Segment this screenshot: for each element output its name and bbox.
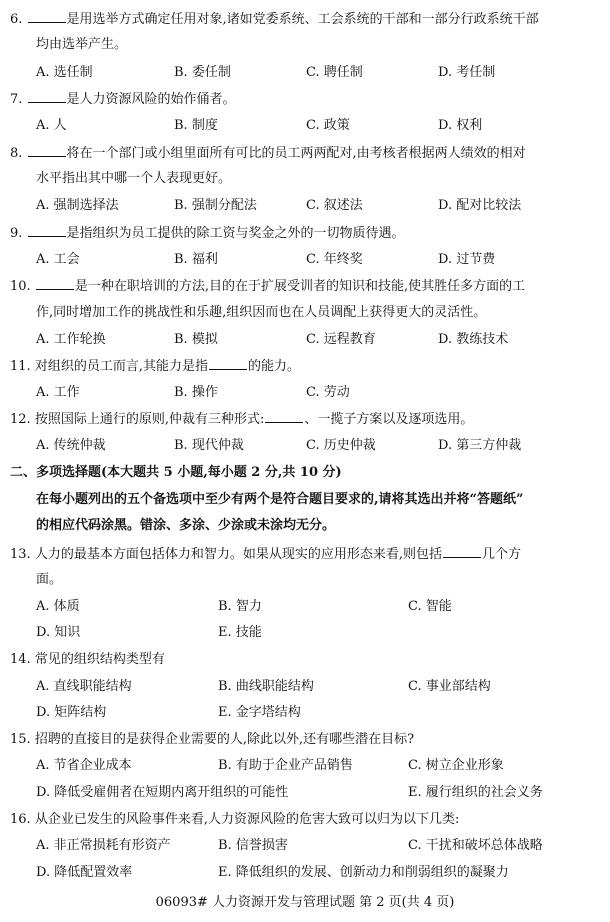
- option-a: A. 传统仲裁: [36, 438, 106, 453]
- option-d: D. 过节费: [438, 252, 496, 267]
- question-text: 从企业已发生的风险事件来看,人力资源风险的危害大致可以归为以下几类:: [34, 812, 460, 827]
- question-number: 11.: [10, 359, 31, 374]
- option-c: C. 远程教育: [306, 332, 376, 347]
- answer-blank: [28, 10, 66, 23]
- section-heading: 二、多项选择题(本大题共 5 小题,每小题 2 分,共 10 分): [10, 465, 342, 480]
- question-7: [10, 90, 236, 109]
- question-text-continued: 面。: [36, 572, 63, 587]
- option-b: B. 委任制: [174, 65, 231, 80]
- option-b: B. 信誉损害: [218, 838, 288, 853]
- option-e: E. 履行组织的社会义务: [408, 785, 543, 800]
- question-16: [10, 811, 459, 829]
- option-d: D. 考任制: [438, 65, 496, 80]
- question-text: 常见的组织结构类型有: [34, 652, 165, 667]
- question-number: 6.: [10, 12, 23, 27]
- question-15: [10, 731, 414, 749]
- option-c: C. 劳动: [306, 385, 350, 400]
- option-a: A. 人: [36, 118, 67, 133]
- option-c: C. 聘任制: [306, 65, 363, 80]
- option-d: D. 知识: [36, 625, 81, 640]
- option-c: C. 智能: [408, 599, 452, 614]
- option-a: A. 直线职能结构: [36, 679, 132, 694]
- question-11: [10, 357, 300, 376]
- option-b: B. 强制分配法: [174, 198, 257, 213]
- answer-blank: [28, 224, 66, 237]
- option-e: E. 技能: [218, 625, 262, 640]
- option-b: B. 模拟: [174, 332, 218, 347]
- question-number: 9.: [10, 226, 23, 241]
- question-number: 7.: [10, 92, 23, 107]
- question-text: 招聘的直接目的是获得企业需要的人,除此以外,还有哪些潜在目标?: [34, 732, 415, 747]
- option-a: A. 工作轮换: [36, 332, 106, 347]
- option-b: B. 智力: [218, 599, 262, 614]
- question-text: 是人力资源风险的始作俑者。: [66, 92, 236, 107]
- section-instruction: 在每小题列出的五个备选项中至少有两个是符合题目要求的,请将其选出并将“答题纸”: [36, 492, 524, 507]
- page-footer: 06093# 人力资源开发与管理试题 第 2 页(共 4 页): [155, 895, 455, 910]
- option-d: D. 权利: [438, 118, 483, 133]
- option-e: E. 金字塔结构: [218, 705, 301, 720]
- option-c: C. 叙述法: [306, 198, 363, 213]
- question-text: 对组织的员工而言,其能力是指: [34, 359, 208, 374]
- question-text-tail: 的能力。: [247, 359, 300, 374]
- option-d: D. 降低受雇佣者在短期内离开组织的可能性: [36, 785, 289, 800]
- answer-blank: [443, 545, 481, 558]
- option-d: D. 教练技术: [438, 332, 509, 347]
- question-text: 将在一个部门或小组里面所有可比的员工两两配对,由考核者根据两人绩效的相对: [66, 146, 526, 161]
- question-13: [10, 545, 521, 564]
- option-b: B. 制度: [174, 118, 218, 133]
- option-c: C. 历史仲裁: [306, 438, 376, 453]
- question-text: 是用选举方式确定任用对象,诸如党委系统、工会系统的干部和一部分行政系统干部: [66, 12, 539, 27]
- question-number: 16.: [10, 812, 31, 827]
- option-b: B. 操作: [174, 385, 218, 400]
- option-b: B. 有助于企业产品销售: [218, 758, 353, 773]
- option-b: B. 现代仲裁: [174, 438, 244, 453]
- question-text-continued: 作,同时增加工作的挑战性和乐趣,组织因而也在人员调配上获得更大的灵活性。: [36, 305, 487, 320]
- question-text: 是指组织为员工提供的除工资与奖金之外的一切物质待遇。: [66, 226, 405, 241]
- question-text-continued: 水平指出其中哪一个人表现更好。: [36, 171, 232, 186]
- question-text-tail: 几个方: [481, 547, 521, 562]
- question-text-continued: 均由选举产生。: [36, 37, 128, 52]
- answer-blank: [36, 277, 74, 290]
- question-number: 15.: [10, 732, 31, 747]
- option-b: B. 福利: [174, 252, 218, 267]
- option-e: E. 降低组织的发展、创新动力和削弱组织的凝聚力: [218, 865, 509, 880]
- question-number: 8.: [10, 146, 23, 161]
- answer-blank: [265, 410, 303, 423]
- option-c: C. 政策: [306, 118, 350, 133]
- question-12: [10, 410, 473, 429]
- option-a: A. 工作: [36, 385, 80, 400]
- question-8: [10, 144, 526, 163]
- option-a: A. 工会: [36, 252, 80, 267]
- option-d: D. 配对比较法: [438, 198, 522, 213]
- option-d: D. 降低配置效率: [36, 865, 133, 880]
- option-a: A. 强制选择法: [36, 198, 119, 213]
- option-a: A. 选任制: [36, 65, 93, 80]
- option-c: C. 干扰和破坏总体战略: [408, 838, 543, 853]
- option-a: A. 体质: [36, 599, 80, 614]
- option-d: D. 矩阵结构: [36, 705, 107, 720]
- option-a: A. 非正常损耗有形资产: [36, 838, 171, 853]
- question-text: 按照国际上通行的原则,仲裁有三种形式:: [34, 412, 265, 427]
- section-instruction-continued: 的相应代码涂黑。错涂、多涂、少涂或未涂均无分。: [36, 518, 336, 533]
- answer-blank: [28, 144, 66, 157]
- question-text-tail: 、一揽子方案以及逐项选用。: [304, 412, 474, 427]
- question-9: [10, 224, 405, 243]
- question-number: 14.: [10, 652, 31, 667]
- question-number: 10.: [10, 279, 31, 294]
- option-b: B. 曲线职能结构: [218, 679, 314, 694]
- question-number: 12.: [10, 412, 31, 427]
- option-d: D. 第三方仲裁: [438, 438, 522, 453]
- question-text: 是一种在职培训的方法,目的在于扩展受训者的知识和技能,使其胜任多方面的工: [74, 279, 526, 294]
- question-6: [10, 10, 539, 29]
- answer-blank: [209, 357, 247, 370]
- option-c: C. 年终奖: [306, 252, 363, 267]
- option-a: A. 节省企业成本: [36, 758, 132, 773]
- question-number: 13.: [10, 547, 31, 562]
- question-10: [10, 277, 525, 296]
- option-c: C. 树立企业形象: [408, 758, 504, 773]
- answer-blank: [28, 90, 66, 103]
- option-c: C. 事业部结构: [408, 679, 491, 694]
- question-14: [10, 651, 165, 669]
- question-text: 人力的最基本方面包括体力和智力。如果从现实的应用形态来看,则包括: [34, 547, 442, 562]
